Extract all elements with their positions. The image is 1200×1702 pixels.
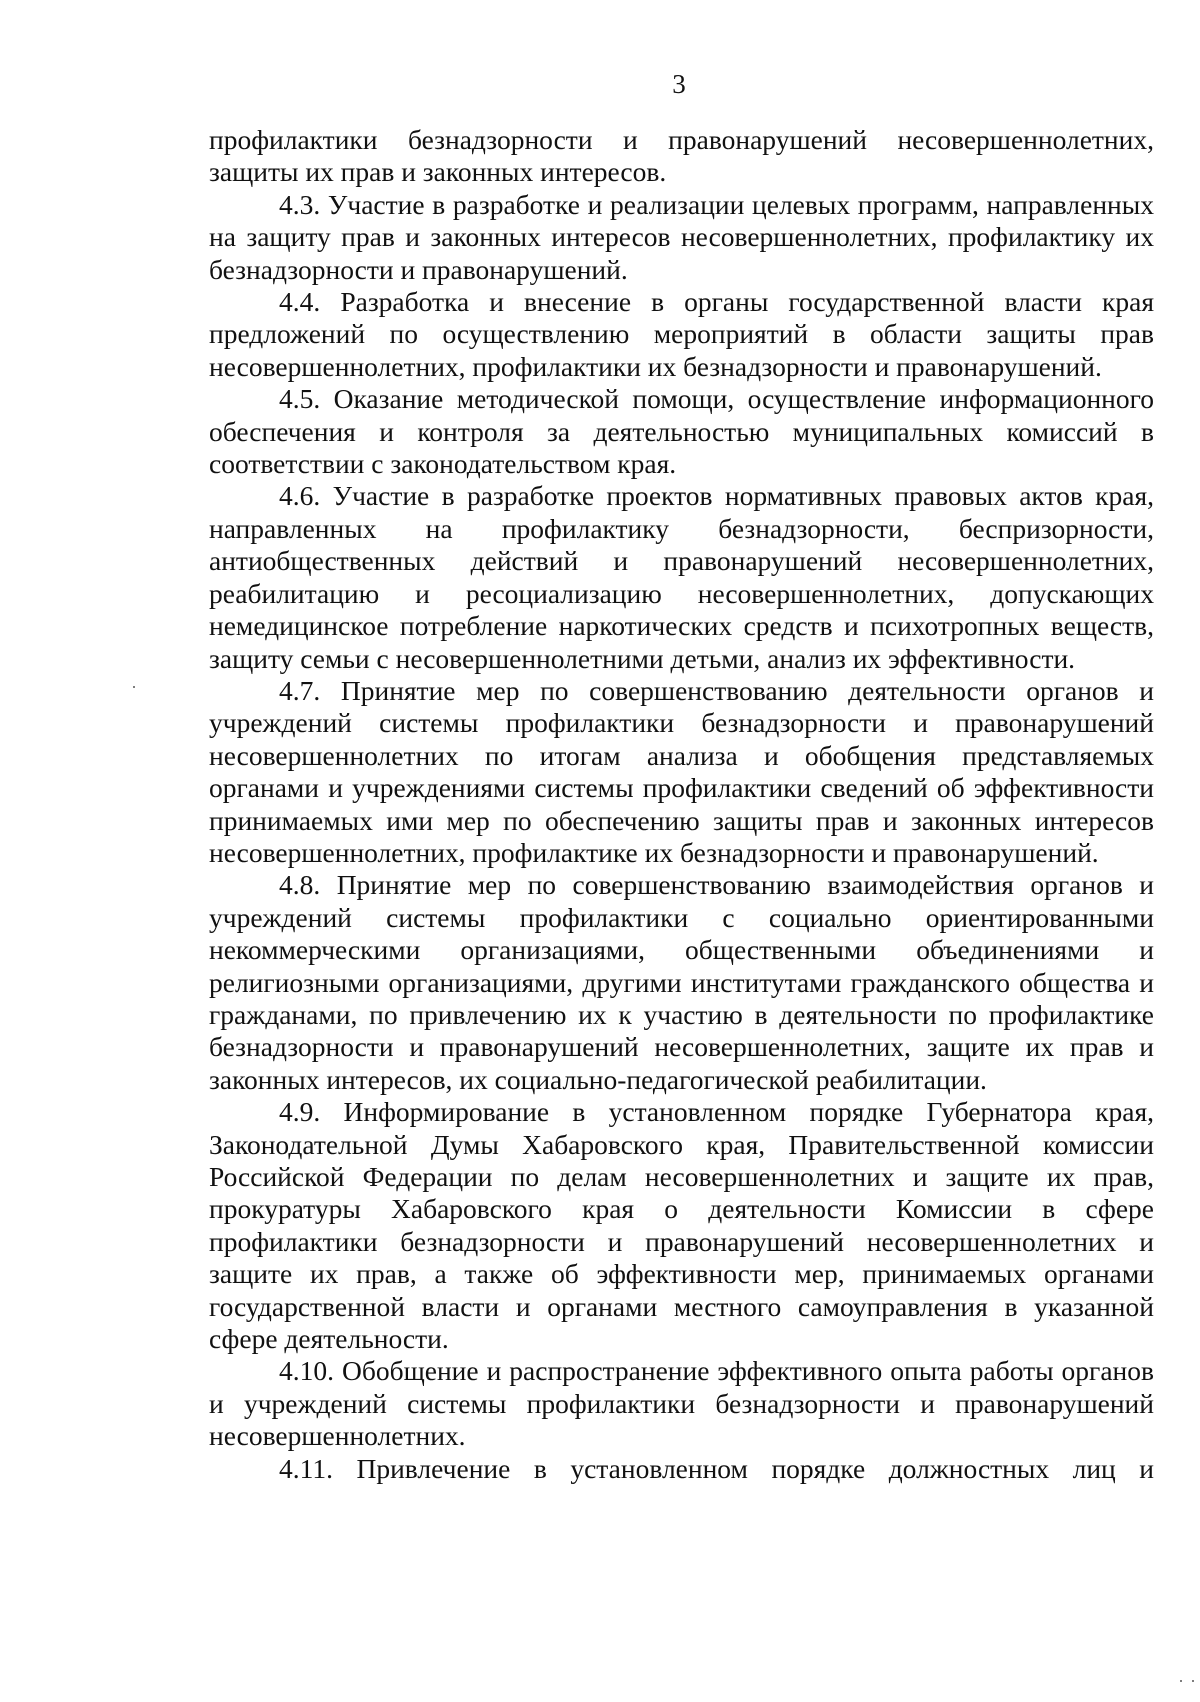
scan-speck: [1192, 1680, 1194, 1682]
paragraph-4-10: 4.10. Обобщение и распространение эффективного опыта работы органов и учреждений системы профилактики безнадзорности и правонарушений несовершеннолетних.: [209, 1355, 1154, 1452]
document-body: [209, 124, 1154, 1485]
paragraph-4-7: 4.7. Принятие мер по совершенствованию деятельности органов и учреждений системы профилактики безнадзорности и правонарушений несовершеннолетних по итогам анализа и обобщения представляемых органами и учреждениями системы профилактики сведений об эффективности принимаемых ими мер по обеспечению защиты прав и законных интересов несовершеннолетних, профилактике их безнадзорности и правонарушений.: [209, 674, 1154, 868]
scan-speck: [133, 686, 135, 688]
paragraph-4-8: 4.8. Принятие мер по совершенствованию взаимодействия органов и учреждений системы профилактики с социально ориентированными некоммерческими организациями, общественными объединениями и религиозными организациями, другими институтами гражданского общества и гражданами, по привлечению их к участию в деятельности по профилактике безнадзорности и правонарушений несовершеннолетних, защите их прав и законных интересов, их социально-педагогической реабилитации.: [209, 869, 1154, 1095]
paragraph-4-11: 4.11. Привлечение в установленном порядке должностных лиц и: [279, 1452, 1154, 1484]
scan-speck: [1180, 1680, 1182, 1682]
paragraph-4-5: 4.5. Оказание методической помощи, осуществление информационного обеспечения и контроля за деятельностью муниципальных комиссий в соответствии с законодательством края.: [209, 383, 1154, 480]
paragraph-4-9: 4.9. Информирование в установленном порядке Губернатора края, Законодательной Думы Хабаровского края, Правительственной комиссии Российской Федерации по делам несовершеннолетних и защите их прав, прокуратуры Хабаровского края о деятельности Комиссии в сфере профилактики безнадзорности и правонарушений несовершеннолетних и защите их прав, а также об эффективности мер, принимаемых органами государственной власти и органами местного самоуправления в указанной сфере деятельности.: [209, 1096, 1154, 1355]
page-number: 3: [672, 69, 686, 99]
paragraph-4-3: 4.3. Участие в разработке и реализации целевых программ, направленных на защиту прав и законных интересов несовершеннолетних, профилактику их безнадзорности и правонарушений.: [209, 188, 1154, 285]
paragraph-continuation: профилактики безнадзорности и правонарушений несовершеннолетних, защиты их прав и законных интересов.: [209, 124, 1154, 188]
paragraph-4-6: 4.6. Участие в разработке проектов нормативных правовых актов края, направленных на профилактику безнадзорности, беспризорности, антиобщественных действий и правонарушений несовершеннолетних, реабилитацию и ресоциализацию несовершеннолетних, допускающих немедицинское потребление наркотических средств и психотропных веществ, защиту семьи с несовершеннолетними детьми, анализ их эффективности.: [209, 480, 1154, 674]
paragraph-4-4: 4.4. Разработка и внесение в органы государственной власти края предложений по осуществлению мероприятий в области защиты прав несовершеннолетних, профилактики их безнадзорности и правонарушений.: [209, 286, 1154, 382]
